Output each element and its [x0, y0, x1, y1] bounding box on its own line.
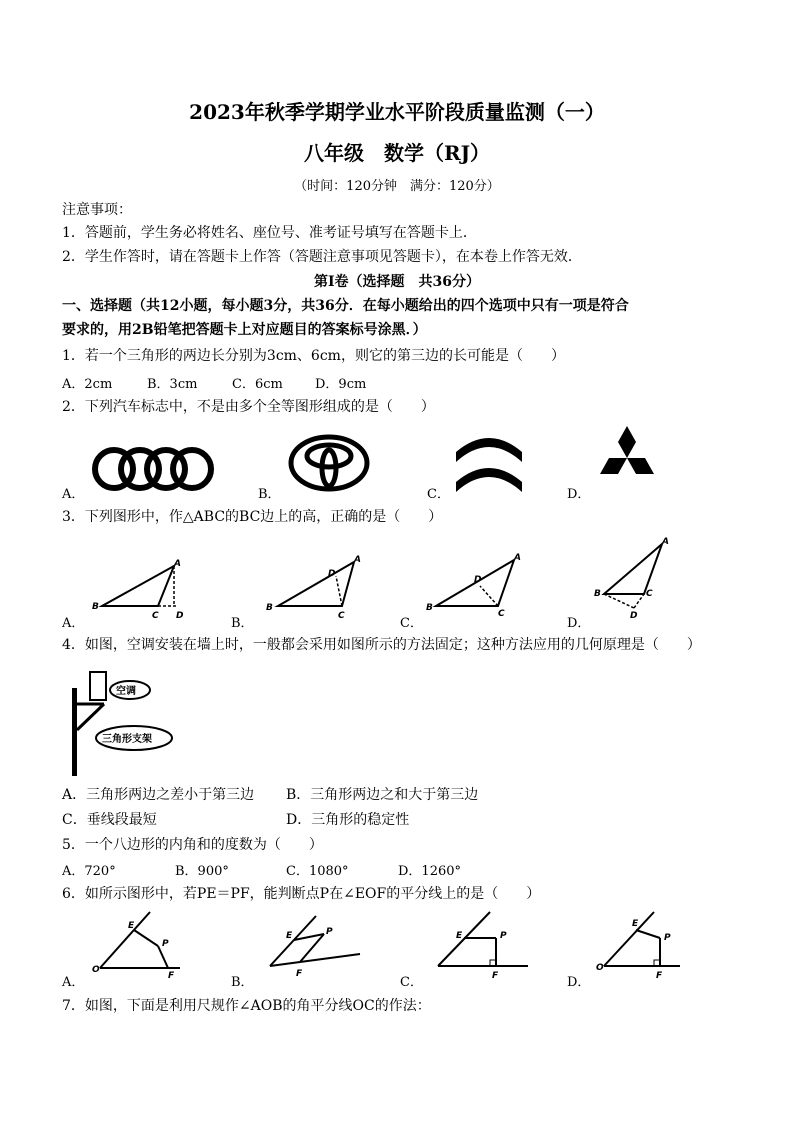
svg-text:O: O — [596, 963, 604, 973]
q6-stem: 6．如所示图形中，若PE＝PF，能判断点P在∠EOF的平分线上的是（ ） — [62, 886, 541, 902]
svg-text:D: D — [474, 575, 482, 585]
double-chevron-logo — [452, 428, 526, 496]
svg-text:D: D — [328, 569, 336, 579]
ac-label: 空调 — [116, 686, 136, 697]
svg-text:P: P — [326, 927, 333, 937]
notes-heading: 注意事项： — [62, 202, 132, 218]
q2-option-b: B． — [258, 487, 281, 502]
q2-stem: 2．下列汽车标志中，不是由多个全等图形组成的是（ ） — [62, 399, 435, 415]
air-conditioner-figure — [62, 668, 182, 776]
q3-option-c: C． — [400, 616, 423, 631]
svg-text:B: B — [266, 603, 273, 613]
svg-text:A: A — [514, 553, 521, 563]
bracket-label: 三角形支架 — [102, 734, 152, 745]
q2-option-c: C． — [427, 487, 450, 502]
exam-title: 2023年秋季学期学业水平阶段质量监测（一） — [189, 100, 605, 124]
svg-text:E: E — [286, 931, 293, 941]
notes-item-1: 1．答题前，学生务必将姓名、座位号、准考证号填写在答题卡上． — [62, 225, 477, 241]
q5-option-a: A．720° — [62, 864, 116, 879]
svg-text:A: A — [662, 537, 669, 547]
q1-option-c: C．6cm — [232, 377, 283, 392]
q3-option-a: A． — [62, 616, 85, 631]
q2-option-d: D． — [567, 487, 591, 502]
four-rings-logo — [92, 445, 216, 493]
svg-text:B: B — [426, 603, 433, 613]
svg-text:C: C — [498, 609, 505, 619]
section-instruction-1: 一、选择题（共12小题，每小题3分，共36分．在每小题给出的四个选项中只有一项是符合 — [62, 298, 629, 314]
q4-option-a: A．三角形两边之差小于第三边 — [62, 787, 255, 803]
svg-text:F: F — [168, 971, 175, 981]
section-instruction-2: 要求的，用2B铅笔把答题卡上对应题目的答案标号涂黑．） — [62, 322, 427, 338]
q4-stem: 4．如图，空调安装在墙上时，一般都会采用如图所示的方法固定；这种方法应用的几何原理是（ ） — [62, 637, 701, 653]
svg-text:F: F — [296, 969, 303, 979]
q7-stem: 7．如图，下面是利用尺规作∠AOB的角平分线OC的作法： — [62, 998, 431, 1014]
svg-text:A: A — [354, 555, 361, 565]
q1-option-d: D．9cm — [315, 377, 367, 392]
q6-option-b: B． — [231, 975, 254, 990]
q5-stem: 5．一个八边形的内角和的度数为（ ） — [62, 837, 323, 853]
triangle-figure-c — [424, 552, 524, 618]
q3-option-b: B． — [231, 616, 254, 631]
angle-figure-b — [260, 910, 370, 978]
svg-text:D: D — [176, 611, 184, 621]
svg-text:P: P — [500, 931, 507, 941]
notes-item-2: 2．学生作答时，请在答题卡上作答（答题注意事项见答题卡），在本卷上作答无效． — [62, 249, 582, 265]
q5-option-b: B．900° — [175, 864, 229, 879]
svg-text:O: O — [92, 965, 100, 975]
q4-option-d: D．三角形的稳定性 — [286, 812, 410, 828]
triangle-figure-d — [592, 537, 682, 621]
q2-option-a: A． — [62, 487, 85, 502]
q1-option-b: B．3cm — [147, 377, 198, 392]
svg-text:C: C — [152, 611, 159, 621]
q3-stem: 3．下列图形中，作△ABC的BC边上的高，正确的是（ ） — [62, 509, 443, 525]
svg-text:E: E — [128, 921, 135, 931]
svg-text:A: A — [174, 559, 181, 569]
svg-text:B: B — [92, 602, 99, 612]
angle-figure-d — [594, 908, 690, 980]
exam-subtitle: 八年级 数学（RJ） — [303, 141, 491, 165]
svg-text:E: E — [632, 919, 639, 929]
q6-option-c: C． — [400, 975, 423, 990]
q4-option-c: C．垂线段最短 — [62, 812, 157, 828]
q4-option-b: B．三角形两边之和大于第三边 — [286, 787, 479, 803]
q1-option-a: A．2cm — [62, 377, 113, 392]
svg-text:D: D — [630, 611, 638, 621]
angle-figure-a — [90, 908, 190, 980]
svg-text:C: C — [338, 611, 345, 621]
three-diamonds-logo — [592, 424, 662, 490]
q5-option-d: D．1260° — [398, 864, 462, 879]
angle-figure-c — [428, 908, 538, 980]
q5-option-c: C．1080° — [286, 864, 349, 879]
q3-option-d: D． — [567, 616, 591, 631]
ellipses-logo — [288, 434, 370, 492]
triangle-figure-a — [90, 558, 190, 620]
svg-text:P: P — [664, 933, 671, 943]
svg-text:F: F — [492, 971, 499, 981]
exam-meta: （时间：120分钟 满分：120分） — [294, 179, 500, 194]
q6-option-d: D． — [567, 975, 591, 990]
svg-text:C: C — [646, 589, 653, 599]
section-title: 第Ⅰ卷（选择题 共36分） — [313, 274, 481, 290]
svg-text:E: E — [456, 931, 463, 941]
svg-text:F: F — [656, 971, 663, 981]
q6-option-a: A． — [62, 975, 85, 990]
q1-stem: 1．若一个三角形的两边长分别为3cm、6cm，则它的第三边的长可能是（ ） — [62, 348, 565, 364]
svg-text:P: P — [162, 939, 169, 949]
svg-text:B: B — [594, 589, 601, 599]
triangle-figure-b — [264, 552, 368, 620]
